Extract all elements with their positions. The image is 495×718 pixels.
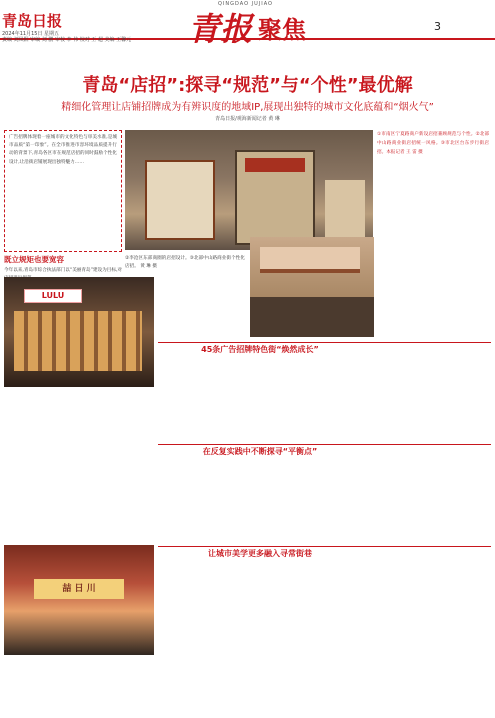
night-sign: 喆 日 川	[34, 579, 124, 599]
section-heading-1: 45条广告招牌特色街“焕然成长”	[201, 345, 319, 354]
section-heading-3: 让城市美学更多融入寻常街巷	[208, 549, 312, 558]
street-stall	[325, 180, 365, 240]
lead-paragraph: 广告招牌体现着一座城市的文化特色与审美水准,是城市品质“第一印象”。在全市推进市容环境品质提升行动的背景下,青岛各区市在规范店招的同时鼓励个性化设计,让沿街店铺展现出独特魅力……	[4, 130, 122, 252]
comment-title: 既立规矩也要宽容	[4, 255, 64, 264]
masthead	[0, 0, 495, 48]
divider	[158, 342, 491, 343]
crowd	[250, 297, 374, 337]
shop-awning	[260, 247, 360, 273]
photo-caption-side: ①市南区宁夏路商户新设店招兼顾规范与个性。②北部中山路商业街店招统一风格。③市北区台东步行街店招。本报记者 王 雷 摄	[377, 132, 489, 155]
article-subhead: 精细化管理让店铺招牌成为有辨识度的地域IP,展现出独特的城市文化底蕴和“烟火气”	[61, 102, 434, 113]
section-name: 聚焦	[258, 16, 306, 44]
storefront-photo-2	[250, 237, 374, 337]
comment-text: 今年以来,青岛市综合执法部门以“美丽青岛”建设为目标,对	[4, 268, 122, 273]
lulu-sign: LULU	[24, 289, 82, 303]
storefront-photo-lulu	[4, 277, 154, 387]
storefront-photo-1	[125, 130, 373, 250]
page-title: 青岛“店招”:探寻“规范”与“个性”最优解	[82, 75, 413, 96]
storefront-photo-night	[4, 545, 154, 655]
issue-date: 2024年11月15日 星期五	[2, 31, 60, 37]
masthead-title: 青报	[188, 10, 253, 48]
staff-credits: 责编 刘凤阳 审编 刘 鹏 审校 李 伟 校对 王 超 美编 王馨元	[2, 37, 132, 43]
store-shelf	[14, 311, 142, 371]
masthead-pinyin: QINGDAO JUJIAO	[218, 1, 273, 7]
divider	[158, 444, 491, 445]
section-heading-2: 在反复实践中不断探寻“平衡点”	[202, 447, 318, 456]
shop-sign	[245, 158, 305, 172]
page-number: 3	[434, 20, 441, 33]
photo-caption-block: ②李沧区东部商圈的店招设计。③北部中山路商业街个性化店招。 黄 琳 摄	[125, 256, 245, 270]
article-byline: 青岛日报/观海新闻记者 黄 琳	[215, 116, 280, 122]
newspaper-logo: 青岛日报	[2, 12, 63, 30]
shop-facade	[145, 160, 215, 240]
divider	[158, 546, 491, 547]
